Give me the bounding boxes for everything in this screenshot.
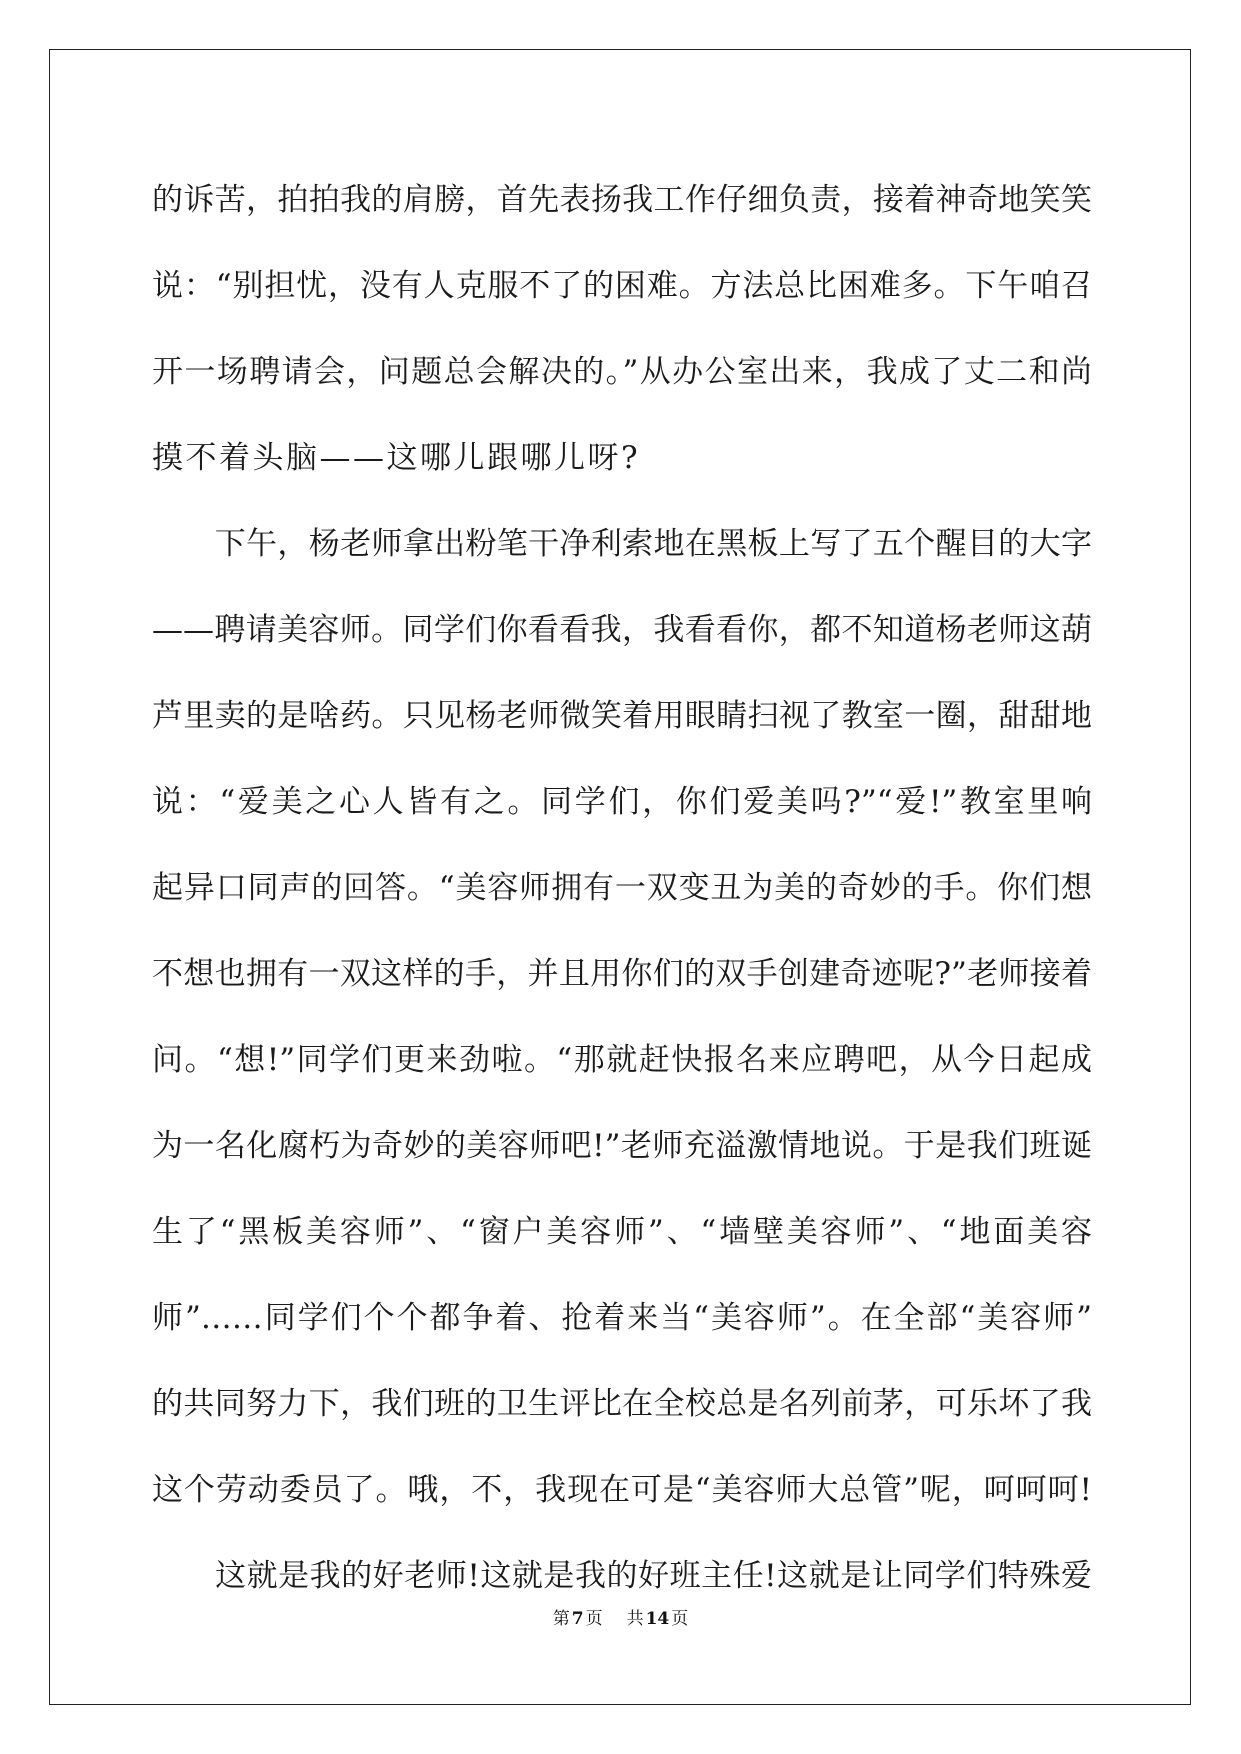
text-line: 说：“爱美之心人皆有之。同学们，你们爱美吗?”“爱!”教室里响 (152, 784, 1092, 820)
text-line: 为一名化腐朽为奇妙的美容师吧!”老师充溢激情地说。于是我们班诞 (152, 1128, 1092, 1164)
text-line: 这个劳动委员了。哦，不，我现在可是“美容师大总管”呢，呵呵呵! (152, 1472, 1092, 1508)
document-body (152, 157, 1092, 1619)
text-line: 下午，杨老师拿出粉笔干净利索地在黑板上写了五个醒目的大字 (152, 526, 1092, 562)
text-line: 芦里卖的是啥药。只见杨老师微笑着用眼睛扫视了教室一圈，甜甜地 (152, 698, 1092, 734)
text-line: 的诉苦，拍拍我的肩膀，首先表扬我工作仔细负责，接着神奇地笑笑 (152, 182, 1092, 218)
text-line: 的共同努力下，我们班的卫生评比在全校总是名列前茅，可乐坏了我 (152, 1386, 1092, 1422)
text-line: 说：“别担忧，没有人克服不了的困难。方法总比困难多。下午咱召 (152, 268, 1092, 304)
text-line: 起异口同声的回答。“美容师拥有一双变丑为美的奇妙的手。你们想 (152, 870, 1092, 906)
total-suffix: 页 (671, 1609, 689, 1629)
text-line: ——聘请美容师。同学们你看看我，我看看你，都不知道杨老师这葫 (152, 612, 1092, 648)
page-number: 7 (571, 1609, 584, 1629)
page-footer (0, 1604, 1241, 1629)
text-line: 摸不着头脑——这哪儿跟哪儿呀? (152, 440, 641, 476)
text-line: 师”……同学们个个都争着、抢着来当“美容师”。在全部“美容师” (152, 1300, 1092, 1336)
text-line: 问。“想!”同学们更来劲啦。“那就赶快报名来应聘吧，从今日起成 (152, 1042, 1092, 1078)
text-line: 开一场聘请会，问题总会解决的。”从办公室出来，我成了丈二和尚 (152, 354, 1092, 390)
total-prefix: 共 (626, 1609, 644, 1629)
page-suffix: 页 (585, 1609, 603, 1629)
text-line: 生了“黑板美容师”、“窗户美容师”、“墙壁美容师”、“地面美容 (152, 1214, 1092, 1250)
page-prefix: 第 (552, 1609, 570, 1629)
total-pages: 14 (645, 1609, 670, 1629)
text-line: 这就是我的好老师!这就是我的好班主任!这就是让同学们特殊爱 (152, 1558, 1092, 1594)
text-line: 不想也拥有一双这样的手，并且用你们的双手创建奇迹呢?”老师接着 (152, 956, 1092, 992)
